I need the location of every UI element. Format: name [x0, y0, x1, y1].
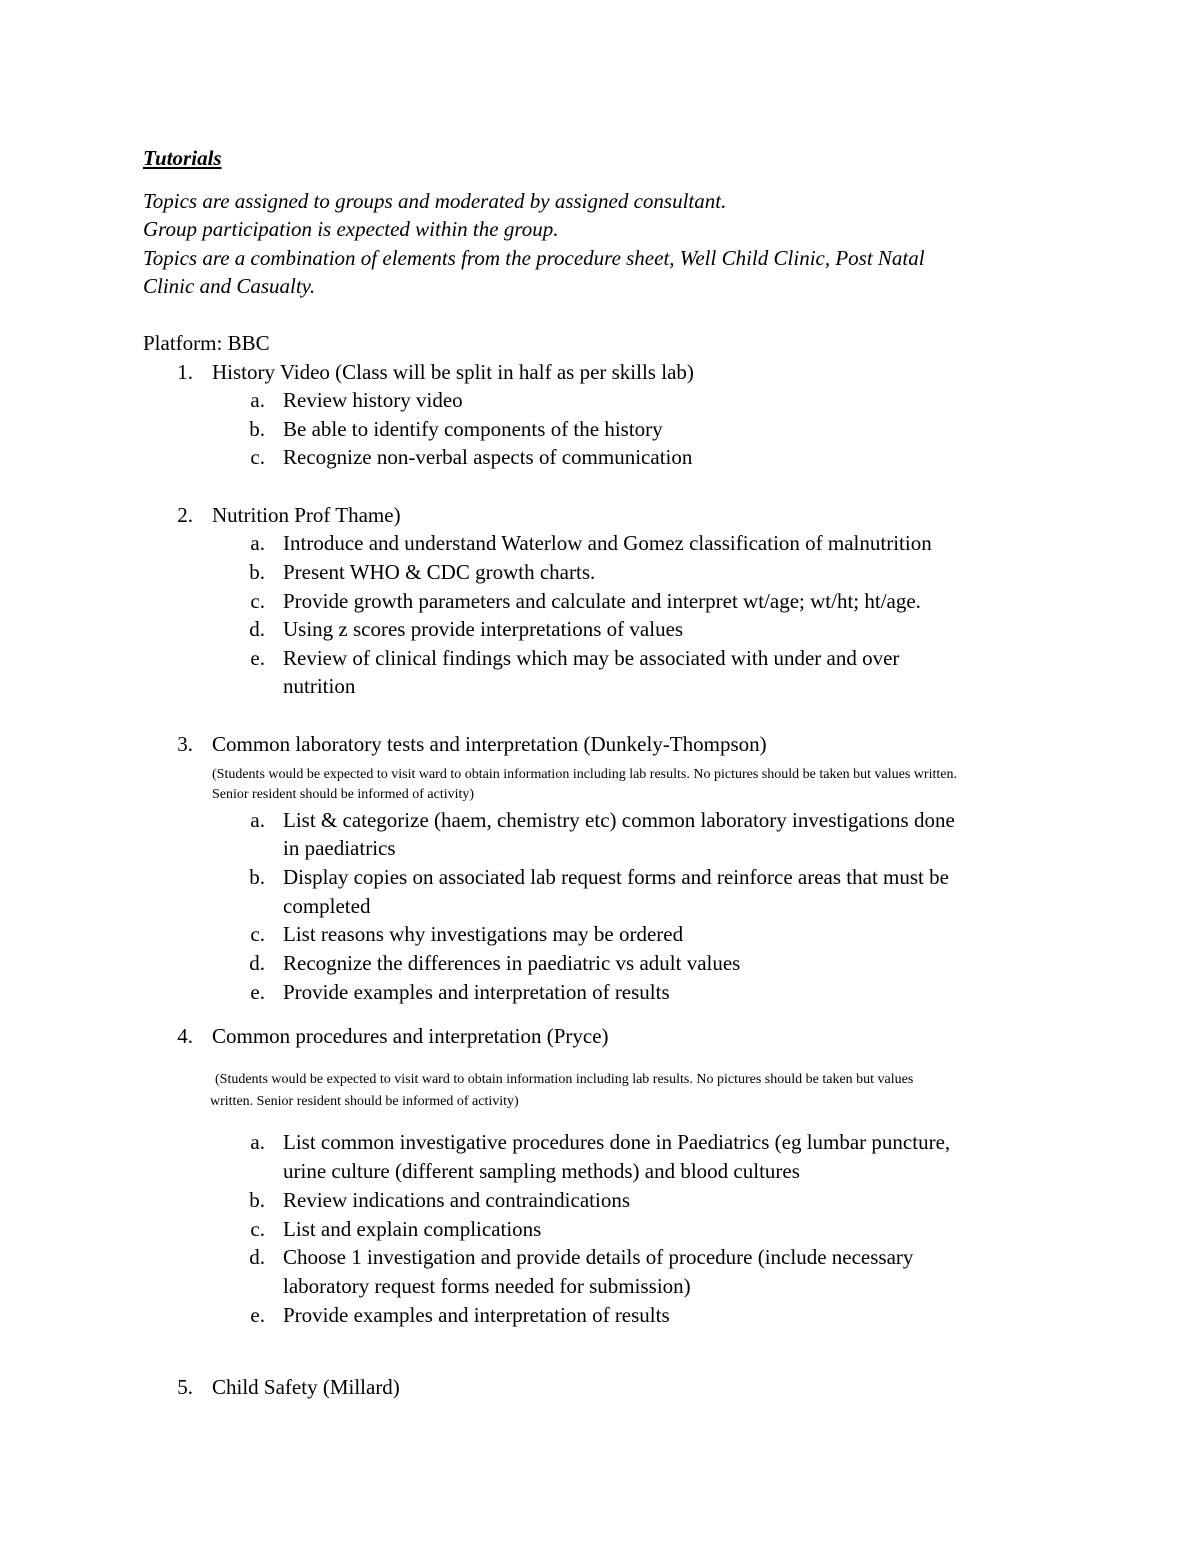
- topic-heading: Common procedures and interpretation (Pryce): [212, 1024, 609, 1048]
- intro-line: Clinic and Casualty.: [143, 274, 316, 298]
- subitem-letter: b.: [249, 560, 265, 584]
- topic-number: 4.: [177, 1024, 193, 1048]
- subitem-letter: c.: [250, 1217, 265, 1241]
- subitem-letter: b.: [249, 417, 265, 441]
- subitem-letter: b.: [249, 1188, 265, 1212]
- subitem-text: List & categorize (haem, chemistry etc) common laboratory investigations done: [283, 808, 955, 832]
- subitem-text: laboratory request forms needed for submission): [283, 1274, 691, 1298]
- topic-note: (Students would be expected to visit ward to obtain information including lab results. No pictures should be taken but values: [215, 1072, 914, 1087]
- subitem-text: urine culture (different sampling methods) and blood cultures: [283, 1159, 800, 1183]
- subitem-text: List reasons why investigations may be ordered: [283, 922, 684, 946]
- subitem-letter: d.: [249, 1245, 265, 1269]
- subitem-letter: c.: [250, 589, 265, 613]
- intro-line: Group participation is expected within the group.: [143, 217, 559, 241]
- subitem-letter: e.: [250, 646, 265, 670]
- subitem-text: Review history video: [283, 388, 463, 412]
- subitem-text: Introduce and understand Waterlow and Gomez classification of malnutrition: [283, 531, 932, 555]
- subitem-letter: a.: [250, 1130, 265, 1154]
- topic-number: 5.: [177, 1375, 193, 1399]
- subitem-text: Provide examples and interpretation of results: [283, 1303, 670, 1327]
- topic-note: written. Senior resident should be informed of activity): [210, 1094, 519, 1109]
- subitem-letter: c.: [250, 922, 265, 946]
- topic-heading: Child Safety (Millard): [212, 1375, 400, 1399]
- topic-heading: History Video (Class will be split in half as per skills lab): [212, 360, 694, 384]
- subitem-text: Review of clinical findings which may be associated with under and over: [283, 646, 900, 670]
- subitem-letter: b.: [249, 865, 265, 889]
- subitem-text: Recognize the differences in paediatric vs adult values: [283, 951, 741, 975]
- topic-note: (Students would be expected to visit ward to obtain information including lab results. No pictures should be taken but values written.: [212, 767, 957, 782]
- subitem-text: List common investigative procedures done in Paediatrics (eg lumbar puncture,: [283, 1130, 951, 1154]
- subitem-text: Display copies on associated lab request forms and reinforce areas that must be: [283, 865, 949, 889]
- subitem-text: Review indications and contraindications: [283, 1188, 630, 1212]
- subitem-letter: c.: [250, 445, 265, 469]
- subitem-letter: a.: [250, 388, 265, 412]
- subitem-letter: d.: [249, 617, 265, 641]
- topic-heading: Common laboratory tests and interpretation (Dunkely-Thompson): [212, 732, 767, 756]
- intro-line: Topics are a combination of elements from the procedure sheet, Well Child Clinic, Post Natal: [143, 246, 925, 270]
- page-title: Tutorials: [143, 146, 222, 170]
- subitem-letter: a.: [250, 531, 265, 555]
- subitem-text: in paediatrics: [283, 836, 396, 860]
- intro-line: Topics are assigned to groups and moderated by assigned consultant.: [143, 189, 727, 213]
- topic-number: 2.: [177, 503, 193, 527]
- subitem-text: Present WHO & CDC growth charts.: [283, 560, 596, 584]
- topic-heading: Nutrition Prof Thame): [212, 503, 401, 527]
- subitem-letter: d.: [249, 951, 265, 975]
- subitem-letter: a.: [250, 808, 265, 832]
- subitem-text: Provide growth parameters and calculate and interpret wt/age; wt/ht; ht/age.: [283, 589, 921, 613]
- subitem-text: completed: [283, 894, 371, 918]
- subitem-letter: e.: [250, 1303, 265, 1327]
- subitem-text: Recognize non-verbal aspects of communication: [283, 445, 693, 469]
- subitem-text: List and explain complications: [283, 1217, 542, 1241]
- topic-number: 1.: [177, 360, 193, 384]
- topic-note: Senior resident should be informed of activity): [212, 787, 475, 802]
- topic-number: 3.: [177, 732, 193, 756]
- subitem-text: Using z scores provide interpretations of values: [283, 617, 684, 641]
- subitem-text: nutrition: [283, 674, 356, 698]
- subitem-text: Choose 1 investigation and provide details of procedure (include necessary: [283, 1245, 914, 1269]
- platform-label: Platform: BBC: [143, 331, 270, 355]
- subitem-text: Be able to identify components of the history: [283, 417, 663, 441]
- subitem-text: Provide examples and interpretation of results: [283, 980, 670, 1004]
- subitem-letter: e.: [250, 980, 265, 1004]
